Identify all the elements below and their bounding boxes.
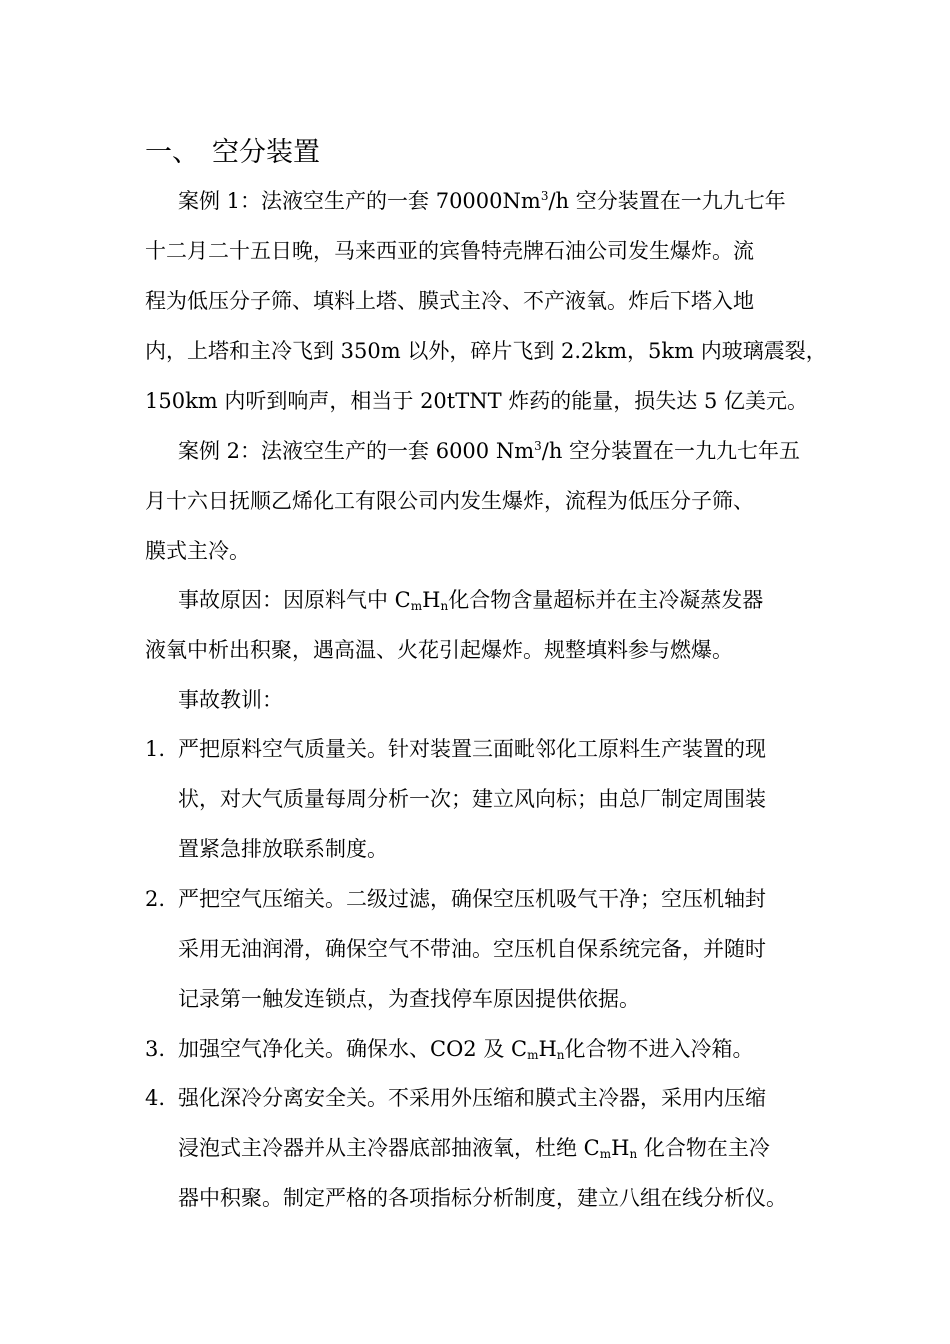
lesson-2-number: 2. [145, 887, 166, 911]
lesson-2-line-2: 采用无油润滑，确保空气不带油。空压机自保系统完备，并随时 [178, 937, 766, 961]
subscript-n: n [556, 1048, 565, 1062]
lesson-4-line-2-text-a: 浸泡式主冷器并从主冷器底部抽液氧，杜绝 C [178, 1136, 600, 1160]
subscript-n: n [440, 599, 449, 613]
cause-line-1-text-a: 事故原因：因原料气中 C [178, 588, 411, 612]
superscript: 3 [540, 189, 549, 203]
cause-line-1 [178, 585, 763, 615]
section-heading [145, 133, 320, 173]
case1-line-1-text-b: /h 空分装置在一九九七年 [548, 189, 786, 213]
lesson-2-line-1: 严把空气压缩关。二级过滤，确保空压机吸气干净；空压机轴封 [178, 887, 766, 911]
section-title: 空分装置 [212, 137, 320, 168]
lesson-3-line-1-text-b: 化合物不进入冷箱。 [564, 1037, 754, 1061]
case1-line-3: 程为低压分子筛、填料上塔、膜式主冷、不产液氧。炸后下塔入地 [145, 289, 754, 313]
lesson-4-line-2 [178, 1133, 770, 1163]
case1-line-4: 内，上塔和主冷飞到 350m 以外，碎片飞到 2.2km，5km 内玻璃震裂， [145, 339, 827, 363]
lesson-3-line-1 [178, 1034, 754, 1064]
lesson-1-number: 1. [145, 737, 166, 761]
case2-line-1-text-a: 案例 2：法液空生产的一套 6000 Nm [178, 439, 535, 463]
formula-h: H [538, 1037, 557, 1061]
subscript-m: m [527, 1048, 539, 1062]
lesson-4-line-2-text-b: 化合物在主冷 [637, 1136, 770, 1160]
lessons-title: 事故教训： [178, 688, 283, 712]
case1-line-2: 十二月二十五日晚，马来西亚的宾鲁特壳牌石油公司发生爆炸。流 [145, 239, 754, 263]
formula-h: H [611, 1136, 630, 1160]
superscript: 3 [534, 439, 542, 453]
section-number: 一、 [145, 137, 199, 168]
case1-line-5: 150km 内听到响声，相当于 20tTNT 炸药的能量，损失达 5 亿美元。 [145, 389, 809, 413]
lesson-4-line-1: 强化深冷分离安全关。不采用外压缩和膜式主冷器，采用内压缩 [178, 1086, 766, 1110]
lesson-2-line-3: 记录第一触发连锁点，为查找停车原因提供依据。 [178, 987, 640, 1011]
case1-line-1-text-a: 案例 1：法液空生产的一套 70000Nm [178, 189, 541, 213]
formula-h: H [422, 588, 441, 612]
case2-line-3: 膜式主冷。 [145, 539, 250, 563]
case1-line-1 [178, 186, 786, 216]
cause-line-1-text-b: 化合物含量超标并在主冷凝蒸发器 [448, 588, 764, 612]
case2-line-2: 月十六日抚顺乙烯化工有限公司内发生爆炸，流程为低压分子筛、 [145, 489, 754, 513]
case2-line-1-text-b: /h 空分装置在一九九七年五 [541, 439, 801, 463]
lesson-1-line-1: 严把原料空气质量关。针对装置三面毗邻化工原料生产装置的现 [178, 737, 766, 761]
lesson-4-number: 4. [145, 1086, 166, 1110]
subscript-n: n [629, 1147, 638, 1161]
subscript-m: m [410, 599, 423, 613]
lesson-3-line-1-text-a: 加强空气净化关。确保水、CO2 及 C [178, 1037, 528, 1061]
case2-line-1 [178, 436, 800, 466]
cause-line-2: 液氧中析出积聚，遇高温、火花引起爆炸。规整填料参与燃爆。 [145, 638, 733, 662]
lesson-3-number: 3. [145, 1037, 166, 1061]
lesson-1-line-3: 置紧急排放联系制度。 [178, 837, 388, 861]
subscript-m: m [599, 1147, 612, 1161]
lesson-4-line-3: 器中积聚。制定严格的各项指标分析制度，建立八组在线分析仪。 [178, 1186, 787, 1210]
lesson-1-line-2: 状，对大气质量每周分析一次；建立风向标；由总厂制定周围装 [178, 787, 766, 811]
